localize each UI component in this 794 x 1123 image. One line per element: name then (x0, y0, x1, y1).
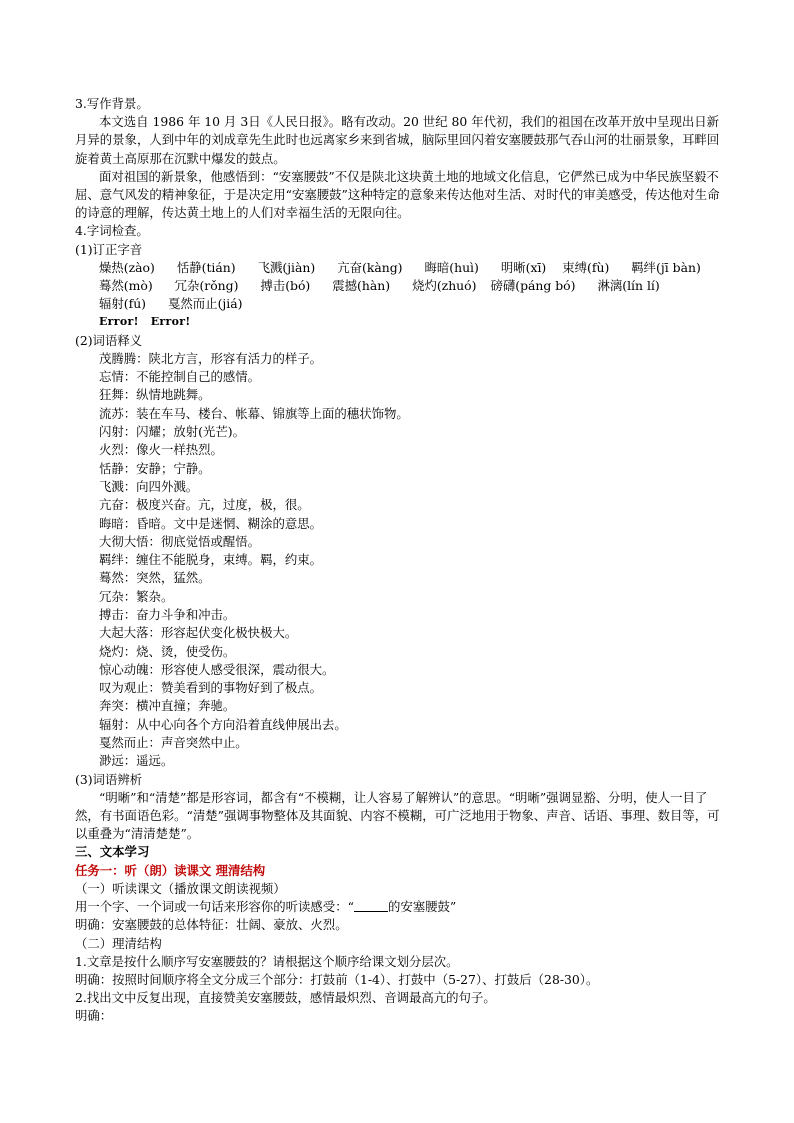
glossary-item: 晦暗：昏暗。文中是迷惘、糊涂的意思。 (99, 515, 323, 531)
pron-item: 冗杂(rǒng) (174, 278, 239, 294)
error-text: Error! (99, 315, 139, 329)
question-2: 1.文章是按什么顺序写安塞腰鼓的？请根据这个顺序给课文划分层次。 (75, 953, 459, 969)
glossary-item: 戛然而止：声音突然中止。 (99, 735, 248, 751)
pron-item: 束缚(fù) (562, 259, 610, 275)
pron-item: 蓦然(mò) (99, 278, 153, 294)
distinction-subheading: (3)词语辨析 (75, 771, 143, 787)
glossary-item: 大起大落：形容起伏变化极快极大。 (99, 625, 298, 641)
glossary-item: 蓦然：突然，猛然。 (99, 570, 211, 586)
pronunciation-row-1 (75, 259, 725, 277)
answer-2: 明确：按照时间顺序将全文分成三个部分：打鼓前（1-4）、打鼓中（5-27）、打鼓后（28-30）。 (75, 971, 599, 987)
background-heading: 3.写作背景。 (75, 96, 149, 111)
glossary-list (75, 350, 725, 771)
glossary-item: 烧灼：烧、烫，使受伤。 (99, 643, 236, 659)
glossary-item: 恬静：安静；宁静。 (99, 460, 211, 476)
pronunciation-row-2 (75, 277, 725, 295)
field-error-row (75, 313, 725, 331)
subsection-structure: （二）理清结构 (75, 935, 162, 951)
pronunciation-row-3 (75, 295, 725, 313)
pron-item: 辐射(fú) (99, 296, 147, 312)
subsection-listen: （一）听读课文（播放课文朗读视频） (75, 880, 286, 896)
background-paragraph-1: 本文选自 1986 年 10 月 3日《人民日报》。略有改动。20 世纪 80 年代初，我们的祖国在改革开放中呈现出日新月异的景象，人到中年的刘成章先生此时也远离家乡来到省城，脑际里回闪着安塞腰鼓那气吞山河的壮丽景象，耳畔回旋着黄土高原那在沉默中爆发的鼓点。 (75, 114, 720, 166)
answer-3: 明确： (75, 1008, 113, 1024)
pron-item: 羁绊(jī bàn) (631, 259, 701, 275)
answer-blank[interactable] (354, 899, 388, 912)
glossary-item: 大彻大悟：彻底觉悟或醒悟。 (99, 533, 261, 549)
background-paragraph-2: 面对祖国的新景象，他感悟到：“安塞腰鼓”不仅是陕北这块黄土地的地域文化信息，它俨然已成为中华民族坚毅不屈、意气风发的精神象征，于是决定用“安塞腰鼓”这种特定的意象来传达他对生活、对时代的审美感受，传达他对生命的诗意的理解，传达黄土地上的人们对幸福生活的无限向往。 (75, 168, 720, 221)
glossary-item: 狂舞：纵情地跳舞。 (99, 387, 211, 403)
distinction-paragraph: “明晰”和“清楚”都是形容词，都含有“不模糊，让人容易了解辨认”的意思。“明晰”强调显豁、分明，使人一目了然，有书面语色彩。“清楚”强调事物整体及其面貌、内容不模糊，可广泛地用于物象、声音、话语、事理、数目等，可以重叠为“清清楚楚”。 (75, 789, 720, 842)
glossary-item: 茂腾腾：陕北方言，形容有活力的样子。 (99, 350, 323, 366)
glossary-item: 叹为观止：赞美看到的事物好到了极点。 (99, 680, 323, 696)
pron-item: 恬静(tián) (176, 259, 236, 275)
pron-item: 亢奋(kàng) (337, 259, 403, 275)
vocab-heading: 4.字词检查。 (75, 223, 149, 239)
pron-item: 明晰(xī) (500, 259, 547, 275)
glossary-item: 羁绊：缠住不能脱身，束缚。羁，约束。 (99, 552, 323, 568)
glossary-item: 渺远：遥远。 (99, 753, 174, 769)
pron-item: 震撼(hàn) (332, 278, 391, 294)
question-fill-blank (75, 898, 725, 916)
question-text-after: 的安塞腰鼓” (387, 899, 457, 915)
glossary-item: 流苏：装在车马、楼台、帐幕、锦旗等上面的穗状饰物。 (99, 405, 409, 421)
pron-item: 戛然而止(jiá) (168, 296, 243, 312)
pron-item: 飞溅(jiàn) (257, 259, 316, 275)
pron-item: 晦暗(huì) (424, 259, 479, 275)
error-text: Error! (150, 315, 191, 329)
glossary-item: 冗杂：繁杂。 (99, 588, 174, 604)
glossary-item: 闪射：闪耀；放射(光芒)。 (99, 424, 245, 440)
glossary-item: 奔突：横冲直撞；奔驰。 (99, 698, 236, 714)
pron-item: 磅礴(páng bó) (490, 278, 576, 294)
glossary-item: 飞溅：向四外溅。 (99, 478, 199, 494)
task-title: 任务一：听（朗）读课文 理清结构 (75, 862, 266, 878)
question-text-before: 用一个字、一个词或一句话来形容你的听读感受：“ (75, 899, 354, 915)
pron-item: 燥热(zào) (99, 259, 155, 275)
glossary-item: 忘情：不能控制自己的感情。 (99, 369, 261, 385)
pron-item: 搏击(bó) (260, 278, 311, 294)
glossary-item: 辐射：从中心向各个方向沿着直线伸展出去。 (99, 716, 347, 732)
answer-1: 明确：安塞腰鼓的总体特征：壮阔、豪放、火烈。 (75, 917, 348, 933)
pronunciation-subheading: (1)订正字音 (75, 241, 143, 257)
glossary-item: 火烈：像火一样热烈。 (99, 442, 223, 458)
question-3: 2.找出文中反复出现，直接赞美安塞腰鼓，感情最炽烈、音调最高亢的句子。 (75, 990, 496, 1006)
glossary-subheading: (2)词语释义 (75, 332, 143, 348)
pron-item: 烧灼(zhuó) (412, 278, 477, 294)
glossary-item: 搏击：奋力斗争和冲击。 (99, 607, 236, 622)
glossary-item: 惊心动魄：形容使人感受很深，震动很大。 (99, 661, 335, 677)
pron-item: 淋漓(lín lí) (597, 278, 660, 294)
section-heading: 三、文本学习 (75, 844, 150, 860)
document-page (75, 95, 725, 1026)
glossary-item: 亢奋：极度兴奋。亢，过度，极，很。 (99, 497, 310, 513)
